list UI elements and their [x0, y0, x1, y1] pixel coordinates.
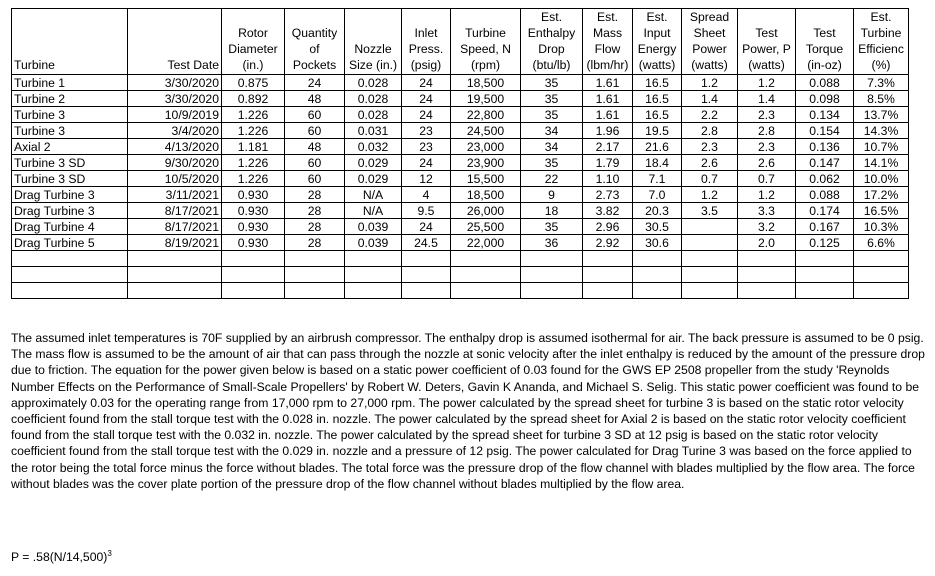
table-row	[12, 251, 909, 267]
table-cell: 19,500	[451, 91, 521, 107]
table-cell: 26,000	[451, 203, 521, 219]
table-cell: 3/4/2020	[128, 123, 222, 139]
table-cell: 24	[402, 155, 451, 171]
table-cell: 0.174	[796, 203, 854, 219]
table-cell	[854, 267, 909, 283]
table-row	[12, 171, 909, 187]
table-cell: 2.8	[682, 123, 738, 139]
table-cell: 2.0	[738, 235, 796, 251]
table-cell: 0.136	[796, 139, 854, 155]
table-cell: 0.088	[796, 75, 854, 91]
table-cell	[12, 283, 128, 299]
table-cell: 3/11/2021	[128, 187, 222, 203]
table-cell: 48	[285, 139, 345, 155]
table-cell: 0.7	[738, 171, 796, 187]
table-cell	[222, 283, 285, 299]
table-cell: 3.5	[682, 203, 738, 219]
table-cell: N/A	[345, 203, 402, 219]
column-header: Nozzle Size (in.)	[345, 9, 402, 75]
column-header: Turbine Speed, N (rpm)	[451, 9, 521, 75]
column-header: Inlet Press. (psig)	[402, 9, 451, 75]
table-cell: 23,000	[451, 139, 521, 155]
table-cell: 3/30/2020	[128, 75, 222, 91]
table-cell: Drag Turbine 3	[12, 203, 128, 219]
table-cell: 2.3	[738, 107, 796, 123]
table-cell: 23,900	[451, 155, 521, 171]
table-cell	[345, 283, 402, 299]
table-cell: 0.930	[222, 219, 285, 235]
table-cell	[796, 283, 854, 299]
table-cell: 22	[521, 171, 583, 187]
table-cell: 9.5	[402, 203, 451, 219]
table-cell	[521, 267, 583, 283]
table-row	[12, 283, 909, 299]
table-cell: 2.3	[682, 139, 738, 155]
table-cell: 2.6	[682, 155, 738, 171]
table-cell: 1.226	[222, 107, 285, 123]
table-cell: 1.181	[222, 139, 285, 155]
table-cell	[345, 251, 402, 267]
table-cell	[738, 283, 796, 299]
table-cell: 1.4	[682, 91, 738, 107]
table-cell	[451, 267, 521, 283]
table-cell: 48	[285, 91, 345, 107]
table-cell: 16.5%	[854, 203, 909, 219]
table-cell: 0.167	[796, 219, 854, 235]
table-cell	[796, 267, 854, 283]
table-cell: 10/5/2020	[128, 171, 222, 187]
table-cell: 0.125	[796, 235, 854, 251]
table-cell	[583, 283, 633, 299]
table-row	[12, 235, 909, 251]
table-cell: 1.226	[222, 155, 285, 171]
table-cell: 35	[521, 107, 583, 123]
table-row	[12, 267, 909, 283]
table-row	[12, 155, 909, 171]
table-cell	[583, 267, 633, 283]
header-row	[12, 9, 909, 75]
table-cell	[402, 251, 451, 267]
table-cell: 25,500	[451, 219, 521, 235]
table-cell	[451, 251, 521, 267]
table-cell	[682, 235, 738, 251]
table-cell: 1.4	[738, 91, 796, 107]
table-cell: N/A	[345, 187, 402, 203]
table-cell: 10.7%	[854, 139, 909, 155]
table-cell: 60	[285, 155, 345, 171]
table-cell: 18.4	[633, 155, 682, 171]
table-cell	[345, 267, 402, 283]
column-header: Turbine	[12, 9, 128, 75]
table-row	[12, 203, 909, 219]
table-cell: 22,000	[451, 235, 521, 251]
table-cell: 7.0	[633, 187, 682, 203]
table-cell: 20.3	[633, 203, 682, 219]
table-cell	[633, 283, 682, 299]
table-cell: 7.1	[633, 171, 682, 187]
table-cell: 28	[285, 203, 345, 219]
table-cell: 24	[402, 219, 451, 235]
table-cell: 19.5	[633, 123, 682, 139]
table-cell	[633, 251, 682, 267]
table-cell: 6.6%	[854, 235, 909, 251]
table-cell: 10/9/2019	[128, 107, 222, 123]
table-cell: 0.028	[345, 107, 402, 123]
table-cell	[222, 267, 285, 283]
table-cell: 10.3%	[854, 219, 909, 235]
table-cell: 36	[521, 235, 583, 251]
table-cell: 0.134	[796, 107, 854, 123]
table-cell	[854, 283, 909, 299]
table-row	[12, 187, 909, 203]
table-cell: 1.2	[738, 75, 796, 91]
table-cell	[796, 251, 854, 267]
table-cell: 23	[402, 139, 451, 155]
table-cell	[451, 283, 521, 299]
table-cell: 1.79	[583, 155, 633, 171]
table-row	[12, 75, 909, 91]
table-cell: 9	[521, 187, 583, 203]
table-cell: 1.2	[682, 75, 738, 91]
table-cell: Drag Turbine 3	[12, 187, 128, 203]
table-cell: 35	[521, 155, 583, 171]
table-cell: 9/30/2020	[128, 155, 222, 171]
column-header: Est. Mass Flow (lbm/hr)	[583, 9, 633, 75]
table-cell: 0.039	[345, 235, 402, 251]
table-cell: 21.6	[633, 139, 682, 155]
table-body	[12, 75, 909, 299]
table-cell: 1.2	[738, 187, 796, 203]
table-cell	[285, 267, 345, 283]
column-header: Test Date	[128, 9, 222, 75]
table-cell: 60	[285, 107, 345, 123]
table-cell: 0.028	[345, 75, 402, 91]
table-cell: Drag Turbine 5	[12, 235, 128, 251]
table-cell: 1.226	[222, 123, 285, 139]
table-cell: 24	[402, 91, 451, 107]
table-cell: 12	[402, 171, 451, 187]
table-cell: 17.2%	[854, 187, 909, 203]
turbine-test-table	[11, 8, 909, 299]
table-cell: 0.029	[345, 155, 402, 171]
table-cell: 2.6	[738, 155, 796, 171]
table-cell: 22,800	[451, 107, 521, 123]
table-cell: 30.6	[633, 235, 682, 251]
table-cell: 3.82	[583, 203, 633, 219]
table-cell	[738, 251, 796, 267]
table-cell	[682, 251, 738, 267]
table-cell	[854, 251, 909, 267]
table-cell: 2.2	[682, 107, 738, 123]
table-cell	[682, 219, 738, 235]
table-cell: 0.147	[796, 155, 854, 171]
table-cell: 0.098	[796, 91, 854, 107]
table-cell: 34	[521, 139, 583, 155]
table-cell: 16.5	[633, 91, 682, 107]
table-cell: Turbine 1	[12, 75, 128, 91]
table-row	[12, 107, 909, 123]
table-cell: 15,500	[451, 171, 521, 187]
column-header: Spread Sheet Power (watts)	[682, 9, 738, 75]
table-cell: 13.7%	[854, 107, 909, 123]
table-cell: 1.61	[583, 91, 633, 107]
table-row	[12, 91, 909, 107]
table-row	[12, 219, 909, 235]
table-cell: Drag Turbine 4	[12, 219, 128, 235]
table-row	[12, 139, 909, 155]
table-cell: 1.2	[682, 187, 738, 203]
table-cell: 0.875	[222, 75, 285, 91]
table-cell: 1.61	[583, 75, 633, 91]
table-cell: 18,500	[451, 187, 521, 203]
table-cell: 10.0%	[854, 171, 909, 187]
table-cell	[402, 267, 451, 283]
table-cell: 28	[285, 219, 345, 235]
table-cell: 8/17/2021	[128, 219, 222, 235]
table-cell: 1.226	[222, 171, 285, 187]
table-cell	[682, 283, 738, 299]
table-cell	[521, 283, 583, 299]
power-formula	[11, 546, 112, 565]
table-cell: 2.8	[738, 123, 796, 139]
table-cell: 3.3	[738, 203, 796, 219]
table-cell	[521, 251, 583, 267]
table-cell: 0.930	[222, 203, 285, 219]
table-cell: Axial 2	[12, 139, 128, 155]
table-cell: 2.3	[738, 139, 796, 155]
table-cell: 3/30/2020	[128, 91, 222, 107]
table-cell: 2.73	[583, 187, 633, 203]
table-cell: 8.5%	[854, 91, 909, 107]
table-cell: 0.062	[796, 171, 854, 187]
table-cell	[12, 267, 128, 283]
table-cell: 1.96	[583, 123, 633, 139]
column-header: Est. Enthalpy Drop (btu/lb)	[521, 9, 583, 75]
table-cell	[285, 283, 345, 299]
table-cell: 18,500	[451, 75, 521, 91]
table-cell	[128, 251, 222, 267]
table-cell	[583, 251, 633, 267]
table-cell: 1.61	[583, 107, 633, 123]
table-cell: 28	[285, 235, 345, 251]
formula-exponent: 3	[107, 549, 112, 558]
column-header: Rotor Diameter (in.)	[222, 9, 285, 75]
table-cell	[682, 267, 738, 283]
table-cell: 0.029	[345, 171, 402, 187]
table-cell: 60	[285, 171, 345, 187]
table-cell: 0.032	[345, 139, 402, 155]
table-cell: 2.92	[583, 235, 633, 251]
table-cell: 8/17/2021	[128, 203, 222, 219]
table-cell: 0.930	[222, 187, 285, 203]
table-cell	[285, 251, 345, 267]
column-header: Quantity of Pockets	[285, 9, 345, 75]
table-cell: 3.2	[738, 219, 796, 235]
table-cell	[738, 267, 796, 283]
table-cell: 4	[402, 187, 451, 203]
table-cell: 35	[521, 75, 583, 91]
table-cell: 34	[521, 123, 583, 139]
table-cell: 30.5	[633, 219, 682, 235]
table-cell: 24	[402, 107, 451, 123]
table-cell: 24	[285, 75, 345, 91]
table-cell	[128, 283, 222, 299]
table-cell: 2.96	[583, 219, 633, 235]
column-header: Est. Turbine Efficienc (%)	[854, 9, 909, 75]
table-cell: 0.088	[796, 187, 854, 203]
table-cell: 28	[285, 187, 345, 203]
column-header: Test Torque (in-oz)	[796, 9, 854, 75]
table-cell: 24	[402, 75, 451, 91]
table-cell: 0.154	[796, 123, 854, 139]
table-cell: 7.3%	[854, 75, 909, 91]
table-cell	[12, 251, 128, 267]
column-header: Est. Input Energy (watts)	[633, 9, 682, 75]
table-cell: 18	[521, 203, 583, 219]
table-cell: 14.3%	[854, 123, 909, 139]
table-cell: Turbine 2	[12, 91, 128, 107]
table-cell: 35	[521, 219, 583, 235]
formula-base: P = .58(N/14,500)	[11, 550, 108, 564]
table-row	[12, 123, 909, 139]
table-cell: Turbine 3 SD	[12, 171, 128, 187]
notes-paragraph: The assumed inlet temperatures is 70F supplied by an airbrush compressor. The enthalpy drop is assumed isothermal for air. The back pressure is assumed to be 0 psig. The mass flow is assumed to be the amount of air that can pass through the nozzle at sonic velocity after the inlet enthalpy is reduced by the amount of the pressure drop due to friction. The equation for the power given below is based on a static power coefficient of 0.03 found for the GWS EP 2508 propeller from the study 'Reynolds Number Effects on the Performance of Small-Scale Propellers' by Robert W. Deters, Gavin K Ananda, and Michael S. Selig. This static power coefficient was found to be approximately 0.03 for the operating range from 17,000 rpm to 27,000 rpm. The power calculated by the spread sheet for turbine 3 is based on the static rotor velocity coefficient found from the stall torque test with the 0.028 in. nozzle. The power calculated by the spread sheet for Axial 2 is based on the static rotor velocity coefficient found from the stall torque test with the 0.032 in. nozzle. The power calculated by the spread sheet for turbine 3 SD at 12 psig is based on the static rotor velocity coefficient found from the stall torque test with the 0.029 in. nozzle and a pressure of 12 psig. The power calculated for Drag Turine 3 was based on the force applied to the rotor being the total force minus the force without blades. The total force was the pressure drop of the flow channel with blades multiplied by the flow area. The force without blades was the cover plate portion of the pressure drop of the flow channel without blades multiplied by the flow area.	[11, 331, 925, 491]
table-cell: 4/13/2020	[128, 139, 222, 155]
table-cell: 0.7	[682, 171, 738, 187]
table-cell: 2.17	[583, 139, 633, 155]
table-cell: 16.5	[633, 107, 682, 123]
table-cell: 0.892	[222, 91, 285, 107]
table-cell	[633, 267, 682, 283]
table-cell: 0.031	[345, 123, 402, 139]
table-cell: Turbine 3	[12, 123, 128, 139]
table-cell: Turbine 3 SD	[12, 155, 128, 171]
table-cell: 23	[402, 123, 451, 139]
table-cell: 8/19/2021	[128, 235, 222, 251]
table-cell: 0.930	[222, 235, 285, 251]
table-cell: 24.5	[402, 235, 451, 251]
table-cell: Turbine 3	[12, 107, 128, 123]
table-cell: 14.1%	[854, 155, 909, 171]
table-cell: 35	[521, 91, 583, 107]
table-cell: 24,500	[451, 123, 521, 139]
table-cell	[222, 251, 285, 267]
table-cell: 0.039	[345, 219, 402, 235]
column-header: Test Power, P (watts)	[738, 9, 796, 75]
table-cell	[402, 283, 451, 299]
table-cell	[128, 267, 222, 283]
table-cell: 16.5	[633, 75, 682, 91]
table-cell: 60	[285, 123, 345, 139]
table-cell: 0.028	[345, 91, 402, 107]
table-cell: 1.10	[583, 171, 633, 187]
